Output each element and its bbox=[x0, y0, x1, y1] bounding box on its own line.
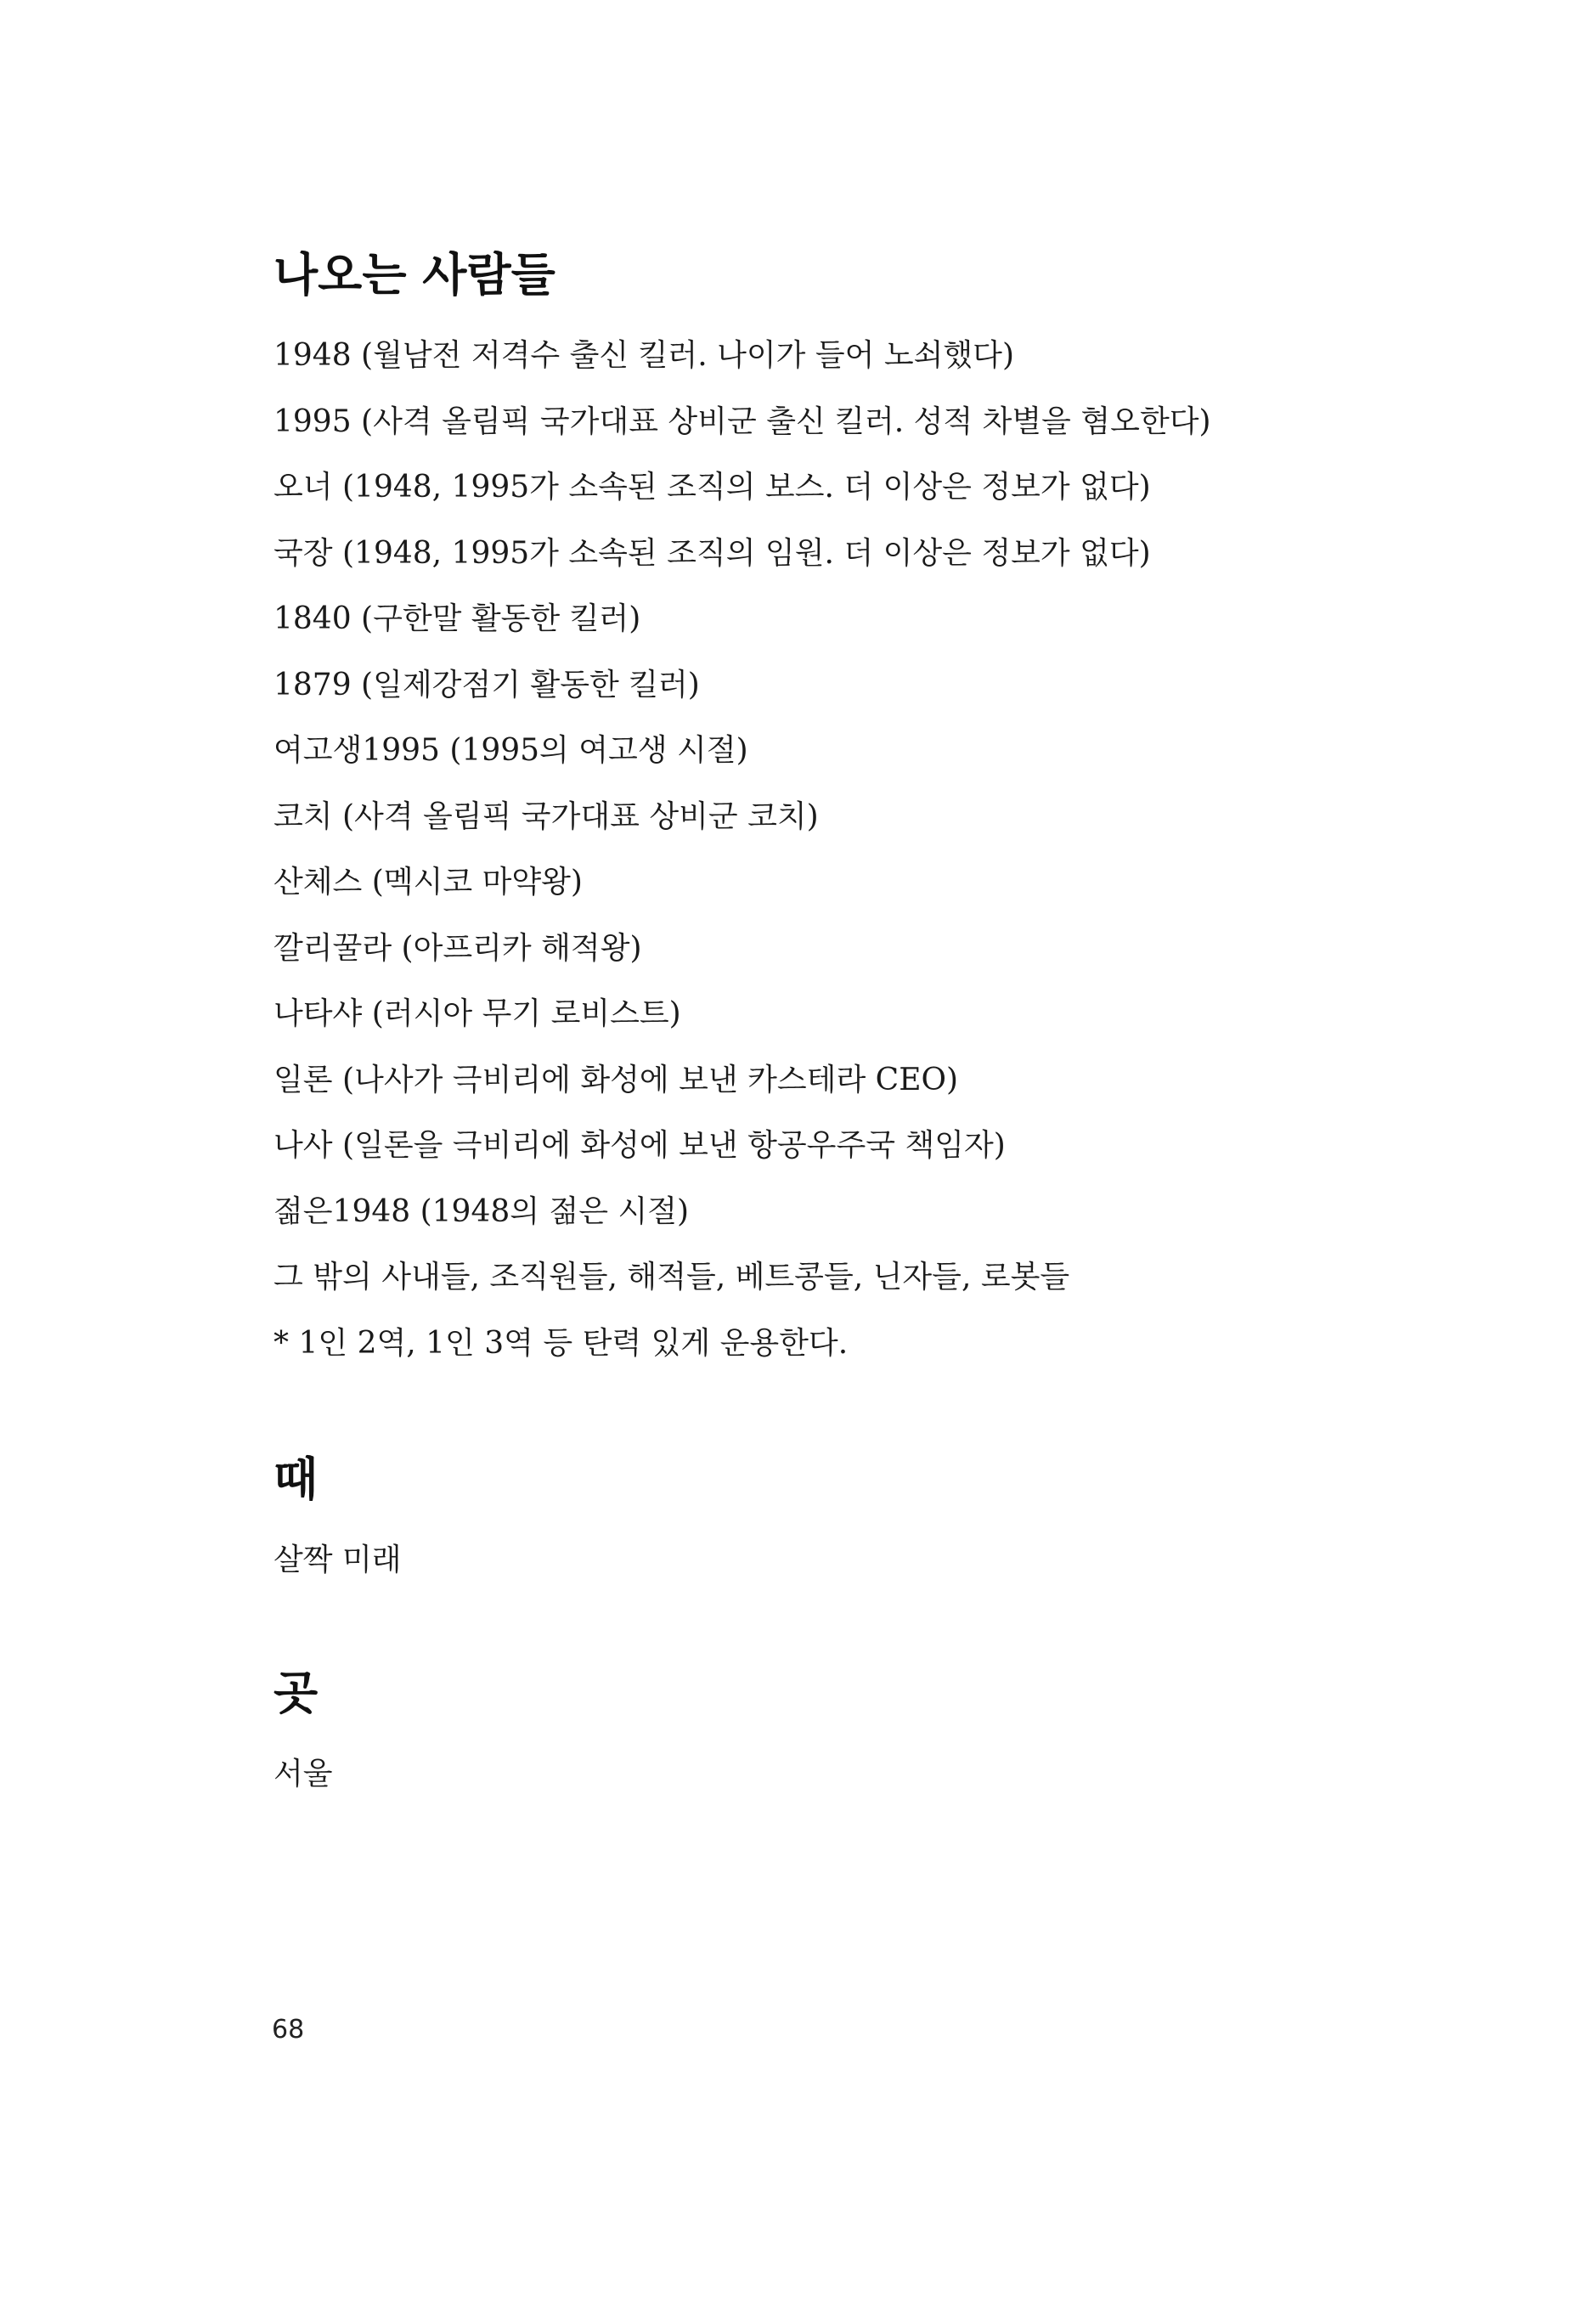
place-text: 서울 bbox=[274, 1756, 333, 1791]
cast-item: 1995 (사격 올림픽 국가대표 상비군 출신 킬러. 성적 차별을 혐오한다) bbox=[274, 403, 1211, 439]
time-text: 살짝 미래 bbox=[274, 1543, 402, 1577]
cast-item: 나사 (일론을 극비리에 화성에 보낸 항공우주국 책임자) bbox=[274, 1128, 1006, 1163]
cast-note: * 1인 2역, 1인 3역 등 탄력 있게 운용한다. bbox=[274, 1325, 849, 1361]
time-heading: 때 bbox=[274, 1452, 319, 1506]
cast-item: 그 밖의 사내들, 조직원들, 해적들, 베트콩들, 닌자들, 로봇들 bbox=[274, 1260, 1070, 1295]
cast-item: 나타샤 (러시아 무기 로비스트) bbox=[274, 996, 681, 1031]
page-content bbox=[274, 243, 1378, 1807]
cast-heading: 나오는 사람들 bbox=[274, 248, 555, 302]
cast-item: 코치 (사격 올림픽 국가대표 상비군 코치) bbox=[274, 798, 819, 834]
cast-item: 여고생1995 (1995의 여고생 시절) bbox=[274, 733, 748, 768]
place-section bbox=[274, 1661, 1378, 1808]
cast-item: 일론 (나사가 극비리에 화성에 보낸 카스테라 CEO) bbox=[274, 1062, 959, 1097]
cast-item: 산체스 (멕시코 마약왕) bbox=[274, 865, 583, 900]
cast-item: 젊은1948 (1948의 젊은 시절) bbox=[274, 1193, 690, 1229]
cast-item: 오너 (1948, 1995가 소속된 조직의 보스. 더 이상은 정보가 없다) bbox=[274, 470, 1151, 505]
cast-item: 1879 (일제강점기 활동한 킬러) bbox=[274, 667, 700, 702]
place-heading: 곳 bbox=[274, 1666, 319, 1720]
cast-section bbox=[274, 243, 1378, 1376]
cast-item: 1840 (구한말 활동한 킬러) bbox=[274, 601, 641, 636]
time-section bbox=[274, 1447, 1378, 1593]
cast-item: 1948 (월남전 저격수 출신 킬러. 나이가 들어 노쇠했다) bbox=[274, 338, 1014, 373]
cast-item: 국장 (1948, 1995가 소속된 조직의 임원. 더 이상은 정보가 없다) bbox=[274, 535, 1151, 571]
page-number: 68 bbox=[272, 2015, 305, 2045]
cast-list bbox=[274, 323, 1378, 1376]
cast-item: 깔리꿀라 (아프리카 해적왕) bbox=[274, 930, 642, 966]
